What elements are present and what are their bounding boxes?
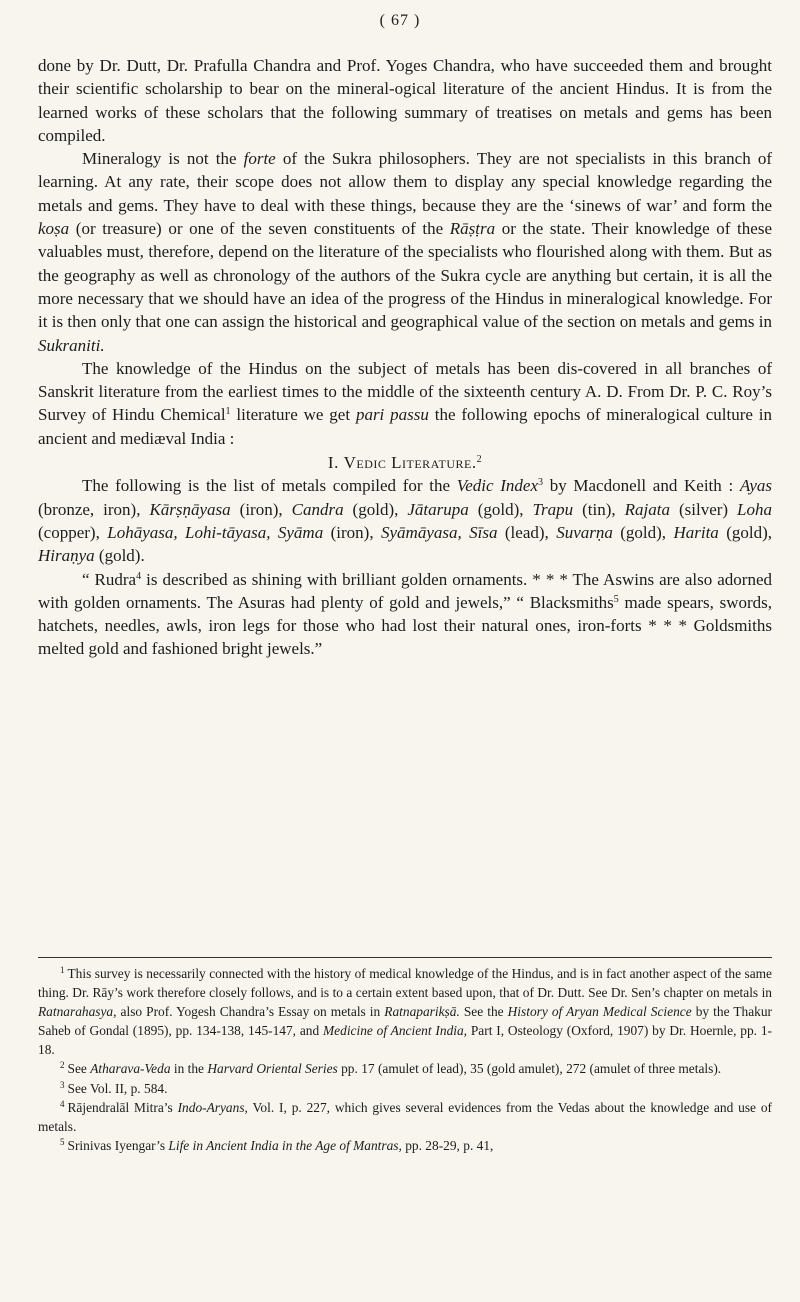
term-kosa: koṣa	[38, 219, 70, 239]
footnote-1-text-c: See the	[459, 1004, 508, 1020]
title-life-in-ancient-india: Life in Ancient India in the Age of Mantras,	[168, 1137, 402, 1153]
footnote-ref-1: 1	[225, 406, 231, 418]
p3-text-c: the following epochs of mineralogical culture in ancient and mediæval India :	[38, 405, 773, 448]
paragraph-3	[38, 357, 772, 450]
p2-text-c: (or treasure) or one of the seven constituents of the	[69, 219, 450, 239]
p5-text-c: made spears, swords, hatchets, needles, awls, iron legs for those who had lost their natural ones, iron-forts * * * Goldsmiths melted gold and fashioned bright jewels.”	[38, 592, 773, 659]
metal-rajata: Rajata	[624, 499, 670, 519]
footnote-3	[38, 1079, 772, 1098]
footnote-5-text-b: pp. 28-29, p. 41,	[401, 1137, 494, 1153]
section-number: I.	[327, 453, 344, 473]
section-heading	[38, 451, 772, 474]
p5-text-b: is described as shining with brilliant golden ornaments. * * * The Aswins are also adorned with golden ornaments. The Asuras had plenty of gold and jewels,” “ Blacksmiths	[38, 569, 772, 612]
footnote-2	[38, 1059, 772, 1078]
footnotes	[38, 964, 772, 1155]
metal-karsnayasa: Kārṣṇāyasa	[149, 499, 231, 519]
gloss-trapu: (tin),	[573, 499, 625, 519]
gloss-harita: (gold),	[718, 522, 773, 542]
footnote-ref-4: 4	[136, 570, 142, 582]
footnote-divider	[38, 957, 772, 958]
term-vedic-index: Vedic Index	[456, 476, 538, 496]
term-pari-passu: pari passu	[355, 405, 429, 425]
footnote-1-mark: 1	[60, 965, 65, 975]
page-number: ( 67 )	[379, 12, 421, 29]
metal-candra: Candra	[291, 499, 344, 519]
footnote-1-text-a: This survey is necessarily connected with the history of medical knowledge of the Hindus, and is in fact another aspect of the same thing. Dr. Rāy’s work therefore closely follows, and is to a certain extent based upon, that of Dr. Dutt. See Dr. Sen’s chapter on metals in	[38, 966, 772, 1001]
gloss-lohayasa: (iron),	[323, 522, 381, 542]
paragraph-5	[38, 568, 772, 661]
footnote-3-mark: 3	[60, 1079, 65, 1090]
footnote-4-text-b: Vol. I, p. 227, which gives several evidences from the Vedas about the knowledge and use of metals.	[38, 1099, 773, 1134]
footnote-4-text-a: Rājendralāl Mitra’s	[67, 1099, 178, 1115]
paragraph-4	[38, 474, 772, 567]
footnote-5	[38, 1136, 772, 1155]
title-history-aryan-medical-science: History of Aryan Medical Science	[507, 1004, 692, 1020]
metal-hiranya: Hiraṇya	[38, 546, 95, 566]
paragraph-2	[38, 147, 772, 357]
p4-text-b: by Macdonell and Keith :	[543, 476, 740, 496]
p2-text-b: of the Sukra philosophers. They are not specialists in this branch of learning. At any rate, their scope does not allow them to display any special knowledge regarding the metals and gems. They have to deal with these things, because they are the ‘sinews of war’ and form the	[38, 149, 772, 215]
gloss-hiranya: (gold).	[94, 546, 145, 566]
metal-harita: Harita	[673, 522, 719, 542]
gloss-jatarupa: (gold),	[468, 499, 533, 519]
title-ratnarahasya: Ratnarahasya,	[38, 1004, 117, 1020]
title-ratnapariksa: Ratnaparikṣā.	[384, 1004, 460, 1020]
p2-text-d: or the state. Their knowledge of these valuables must, therefore, depend on the literature of the specialists who flourished along with them. But as the geography as well as chronology of the authors of the Sukra cycle are anything but certain, it is all the more necessary that we should have an idea of the progress of the Hindus in mineralogical knowledge. For it is then only that one can assign the historical and geographical value of the section on metals and gems in	[38, 219, 772, 332]
footnote-2-mark: 2	[60, 1060, 65, 1071]
paragraph-1-text: done by Dr. Dutt, Dr. Prafulla Chandra and Prof. Yoges Chandra, who have succeeded them and brought their scientific scholarship to bear on the mineral-ogical literature of the ancient Hindus. It is from the learned works of these scholars that the following summary of treatises on metals and gems has been compiled.	[38, 56, 772, 145]
footnote-ref-2: 2	[476, 454, 483, 466]
footnote-1-text-e: Part I, Osteology (Oxford, 1907) by Dr. Hoernle, pp. 1-18.	[38, 1023, 772, 1058]
p4-text-a: The following is the list of metals compiled for the	[82, 476, 457, 496]
footnote-5-text-a: Srinivas Iyengar’s	[67, 1137, 169, 1153]
p2-text-a: Mineralogy is not the	[82, 149, 244, 169]
gloss-syamayasa: (lead),	[497, 522, 557, 542]
metal-syamayasa: Syāmāyasa, Sīsa	[381, 522, 498, 542]
title-atharava-veda: Atharava-Veda	[90, 1061, 171, 1077]
title-indo-aryans: Indo-Aryans,	[177, 1099, 248, 1115]
body-text	[38, 54, 772, 661]
p3-text-b: literature we get	[230, 405, 356, 425]
title-harvard-oriental-series: Harvard Oriental Series	[207, 1061, 338, 1077]
footnote-ref-3: 3	[538, 477, 543, 489]
term-sukraniti: Sukraniti.	[38, 335, 105, 355]
footnote-4	[38, 1098, 772, 1136]
paragraph-1	[38, 54, 772, 147]
footnote-2-text-a: See	[67, 1061, 91, 1077]
metal-trapu: Trapu	[532, 499, 574, 519]
footnote-1-text-b: also Prof. Yogesh Chandra’s Essay on metals in	[116, 1004, 385, 1020]
metal-lohayasa: Lohāyasa, Lohi-tāyasa, Syāma	[107, 522, 324, 542]
title-medicine-ancient-india: Medicine of Ancient India,	[323, 1023, 468, 1039]
footnote-3-text: See Vol. II, p. 584.	[67, 1080, 168, 1096]
term-rastra: Rāṣṭra	[449, 219, 496, 239]
footnote-5-mark: 5	[60, 1136, 65, 1147]
p3-text-a: The knowledge of the Hindus on the subject of metals has been dis-covered in all branches of Sanskrit literature from the earliest times to the middle of the sixteenth century A. D. From Dr. P. C. Roy’s Survey of Hindu Chemical	[38, 358, 772, 425]
gloss-ayas: (bronze, iron),	[38, 499, 150, 519]
metal-jatarupa: Jātarupa	[407, 499, 469, 519]
footnote-1	[38, 964, 772, 1059]
footnote-2-text-c: pp. 17 (amulet of lead), 35 (gold amulet), 272 (amulet of three metals).	[337, 1061, 722, 1077]
footnote-1-text-d: by the Thakur Saheb of Gondal (1895), pp. 134-138, 145-147, and	[38, 1004, 772, 1039]
metal-ayas: Ayas	[739, 476, 772, 496]
gloss-karsnayasa: (iron),	[230, 499, 292, 519]
section-title: Vedic Literature.	[343, 453, 477, 473]
term-forte: forte	[243, 149, 276, 169]
metal-loha: Loha	[737, 499, 773, 519]
gloss-candra: (gold),	[343, 499, 408, 519]
gloss-loha: (copper),	[38, 522, 108, 542]
p5-text-a: “ Rudra	[82, 569, 137, 589]
gloss-suvarna: (gold),	[612, 522, 674, 542]
gloss-rajata: (silver)	[669, 499, 738, 519]
footnote-4-mark: 4	[60, 1098, 65, 1109]
metal-suvarna: Suvarṇa	[556, 522, 613, 542]
footnote-2-text-b: in the	[170, 1061, 208, 1077]
footnote-ref-5: 5	[613, 593, 619, 605]
